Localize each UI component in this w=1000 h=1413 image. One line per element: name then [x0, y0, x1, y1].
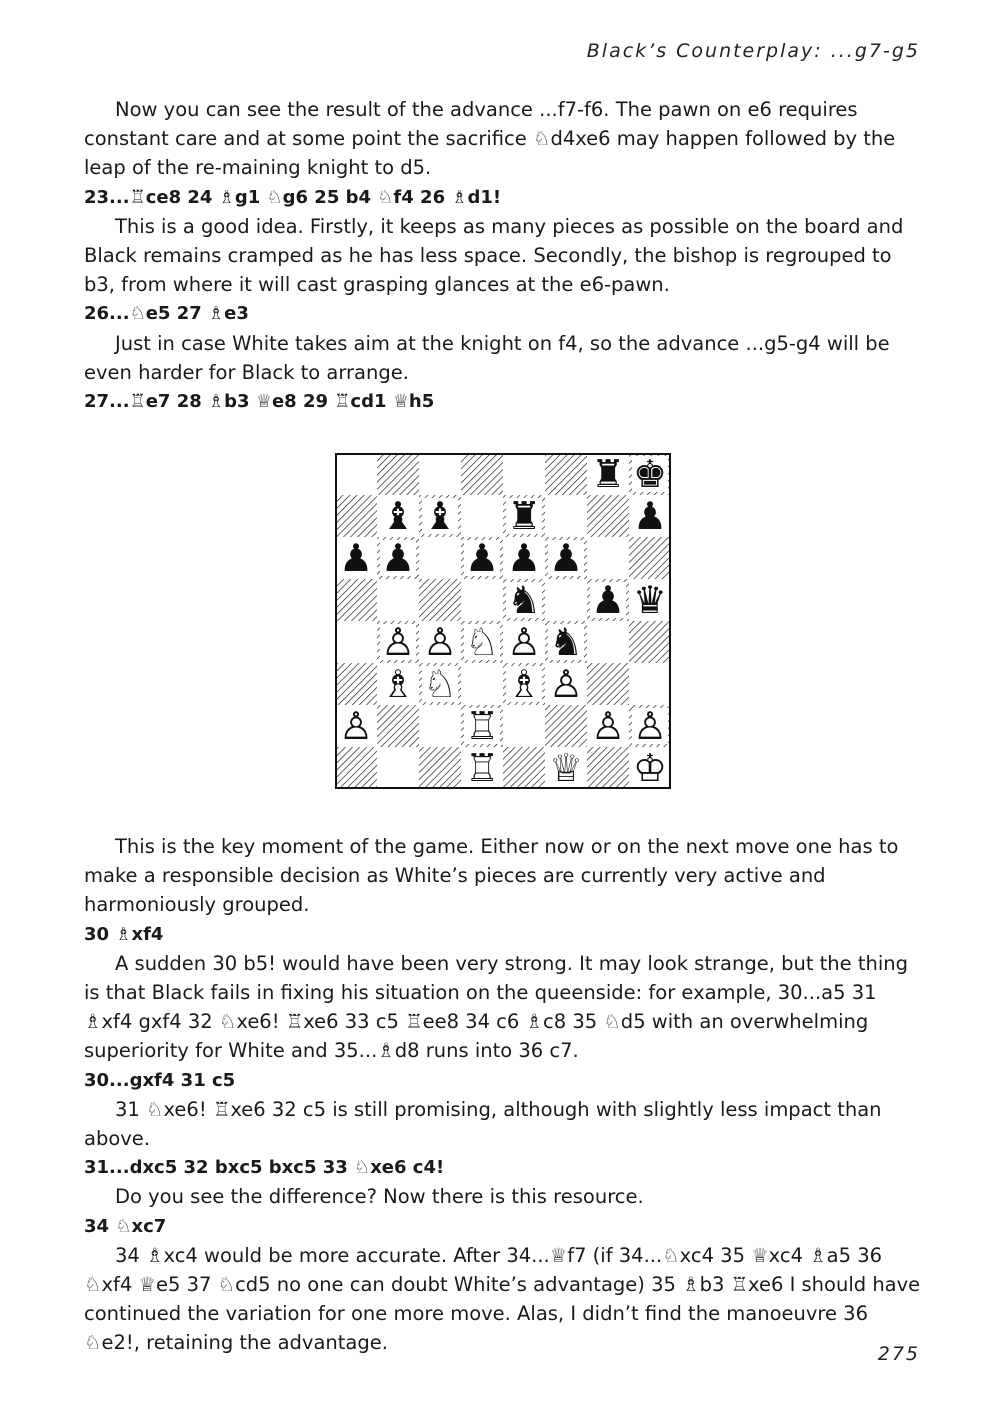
white-piece-d4: ♘ — [464, 620, 500, 664]
light-square — [461, 495, 503, 537]
dark-square — [335, 747, 377, 789]
move-line: 23...♖ce8 24 ♗g1 ♘g6 25 b4 ♘f4 26 ♗d1! — [84, 186, 502, 208]
white-piece-a2: ♙ — [338, 704, 374, 748]
text-top — [84, 95, 924, 416]
light-square — [503, 705, 545, 747]
move-line: 26...♘e5 27 ♗e3 — [84, 303, 249, 325]
dark-square — [587, 747, 629, 789]
black-piece-b6: ♟ — [380, 536, 416, 580]
dark-square — [335, 579, 377, 621]
black-piece-h7: ♟ — [632, 494, 668, 538]
dark-square — [335, 495, 377, 537]
light-square — [629, 663, 671, 705]
paragraph: A sudden 30 b5! would have been very strong. It may look strange, but the thing is that Black fails in fixing his situation on the queenside: for example, 30...a5 31 ♗xf4 gxf4 32 ♘xe6! ♖xe6 33 c5 ♖ee8 34 c6 ♗c8 35 ♘d5 with an overwhelming superiority for White and 35...♗d8 runs into 36 c7. — [84, 951, 909, 1063]
black-piece-d6: ♟ — [464, 536, 500, 580]
light-square — [545, 579, 587, 621]
paragraph: 34 ♗xc4 would be more accurate. After 34...♕f7 (if 34...♘xc4 35 ♕xc4 ♗a5 36 ♘xf4 ♕e5 37 ♘cd5 no one can doubt White’s advantage) 35 ♗b3 ♖xe6 I should have continued the variation for one more move. Alas, I didn’t find the manoeuvre 36 ♘e2!, retaining the advantage. — [84, 1243, 921, 1355]
light-square — [335, 453, 377, 495]
paragraph: Do you see the difference? Now there is this resource. — [115, 1185, 644, 1209]
black-piece-a6: ♟ — [338, 536, 374, 580]
dark-square — [629, 537, 671, 579]
white-piece-e4: ♙ — [506, 620, 542, 664]
black-piece-h8: ♚ — [632, 453, 668, 496]
light-square — [377, 579, 419, 621]
white-piece-f1: ♕ — [548, 746, 584, 789]
black-piece-e6: ♟ — [506, 536, 542, 580]
paragraph: Just in case White takes aim at the knight on f4, so the advance ...g5-g4 will be even harder for Black to arrange. — [84, 331, 890, 384]
text-bottom — [84, 832, 924, 1358]
black-piece-c7: ♝ — [422, 494, 458, 538]
dark-square — [419, 747, 461, 789]
dark-square — [377, 453, 419, 495]
white-piece-f3: ♙ — [548, 662, 584, 706]
move-line: 31...dxc5 32 bxc5 bxc5 33 ♘xe6 c4! — [84, 1157, 445, 1179]
white-piece-c3: ♘ — [422, 662, 458, 706]
paragraph: This is a good idea. Firstly, it keeps as many pieces as possible on the board and Black remains cramped as he has less space. Secondly, the bishop is regrouped to b3, from where it will cast grasping glances at the e6-pawn. — [84, 214, 904, 297]
white-piece-h1: ♔ — [632, 746, 668, 789]
dark-square — [335, 663, 377, 705]
white-piece-g2: ♙ — [590, 704, 626, 748]
dark-square — [377, 705, 419, 747]
page-number: 275 — [877, 1343, 920, 1365]
white-piece-d2: ♖ — [464, 704, 500, 748]
dark-square — [629, 621, 671, 663]
light-square — [461, 663, 503, 705]
paragraph: This is the key moment of the game. Either now or on the next move one has to make a responsible decision as White’s pieces are currently very active and harmoniously grouped. — [84, 835, 899, 917]
light-square — [545, 495, 587, 537]
black-piece-e5: ♞ — [506, 578, 542, 622]
light-square — [377, 747, 419, 789]
white-piece-d1: ♖ — [464, 746, 500, 789]
white-piece-e3: ♗ — [506, 662, 542, 706]
white-piece-h2: ♙ — [632, 704, 668, 748]
move-line: 34 ♘xc7 — [84, 1215, 167, 1237]
black-piece-f6: ♟ — [548, 536, 584, 580]
black-piece-e7: ♜ — [506, 494, 542, 538]
black-piece-g5: ♟ — [590, 578, 626, 622]
light-square — [587, 621, 629, 663]
dark-square — [587, 495, 629, 537]
running-head: Black’s Counterplay: ...g7-g5 — [586, 40, 920, 62]
light-square — [335, 621, 377, 663]
paragraph: Now you can see the result of the advance ...f7-f6. The pawn on e6 requires constant care and at some point the sacrifice ♘d4xe6 may happen followed by the leap of the re-maining knight to d5. — [84, 98, 896, 180]
move-line: 30 ♗xf4 — [84, 923, 164, 945]
light-square — [503, 453, 545, 495]
white-piece-b3: ♗ — [380, 662, 416, 706]
dark-square — [503, 747, 545, 789]
white-piece-b4: ♙ — [380, 620, 416, 664]
move-line: 27...♖e7 28 ♗b3 ♕e8 29 ♖cd1 ♕h5 — [84, 391, 435, 413]
dark-square — [419, 579, 461, 621]
black-piece-g8: ♜ — [590, 453, 626, 496]
dark-square — [587, 663, 629, 705]
dark-square — [545, 453, 587, 495]
chess-diagram — [335, 453, 671, 789]
dark-square — [545, 705, 587, 747]
black-piece-h5: ♛ — [632, 578, 668, 622]
black-piece-b7: ♝ — [380, 494, 416, 538]
light-square — [419, 453, 461, 495]
light-square — [419, 537, 461, 579]
light-square — [419, 705, 461, 747]
white-piece-c4: ♙ — [422, 620, 458, 664]
dark-square — [461, 453, 503, 495]
paragraph: 31 ♘xe6! ♖xe6 32 c5 is still promising, although with slightly less impact than above. — [84, 1097, 882, 1151]
light-square — [461, 579, 503, 621]
light-square — [587, 537, 629, 579]
move-line: 30...gxf4 31 c5 — [84, 1069, 236, 1091]
black-piece-f4: ♞ — [548, 620, 584, 664]
